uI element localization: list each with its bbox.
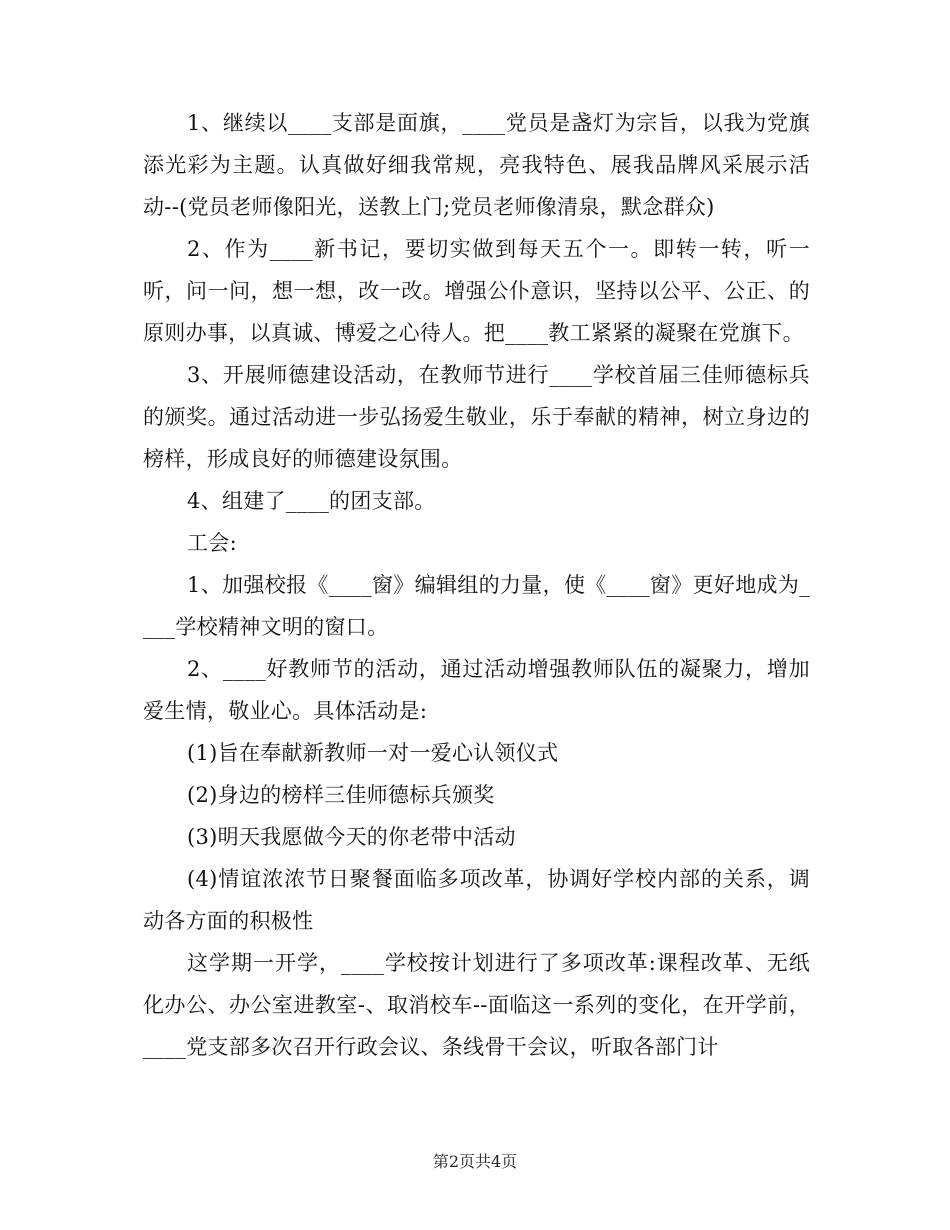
paragraph-teacher-ethics: 3、开展师德建设活动，在教师节进行____学校首届三佳师德标兵的颁奖。通过活动进一步弘扬爱生敬业，乐于奉献的精神，树立身边的榜样，形成良好的师德建设氛围。 [143, 363, 810, 471]
paragraph-reforms: 这学期一开学，____学校按计划进行了多项改革:课程改革、无纸化办公、办公室进教室-、取消校车--面临这一系列的变化，在开学前，____党支部多次召开行政会议、条线骨干会议，听取各部门计 [143, 951, 810, 1059]
paragraph-party-branch-flag: 1、继续以____支部是面旗，____党员是盏灯为宗旨，以我为党旗添光彩为主题。认真做好细我常规，亮我特色、展我品牌风采展示活动--(党员老师像阳光，送教上门;党员老师像清泉，默念群众) [143, 111, 810, 219]
list-item-activity-3: (3)明天我愿做今天的你老带中活动 [187, 825, 516, 849]
document-body [143, 102, 810, 1068]
paragraph-school-newspaper: 1、加强校报《____窗》编辑组的力量，使《____窗》更好地成为____学校精神文明的窗口。 [143, 573, 810, 639]
page-number-footer: 第2页共4页 [432, 1152, 518, 1171]
list-item-activity-1: (1)旨在奉献新教师一对一爱心认领仪式 [187, 741, 559, 765]
paragraph-teachers-day: 2、____好教师节的活动，通过活动增强教师队伍的凝聚力，增加爱生情，敬业心。具体活动是: [143, 657, 810, 723]
list-item-activity-2: (2)身边的榜样三佳师德标兵颁奖 [187, 783, 495, 807]
paragraph-new-secretary: 2、作为____新书记，要切实做到每天五个一。即转一转，听一听，问一问，想一想，改一改。增强公仆意识，坚持以公平、公正、的原则办事，以真诚、博爱之心待人。把____教工紧紧的凝聚在党旗下。 [143, 237, 810, 345]
list-item-activity-4: (4)情谊浓浓节日聚餐面临多项改革，协调好学校内部的关系，调动各方面的积极性 [143, 867, 810, 933]
section-heading-union: 工会: [187, 531, 237, 555]
paragraph-youth-league: 4、组建了____的团支部。 [187, 489, 436, 513]
